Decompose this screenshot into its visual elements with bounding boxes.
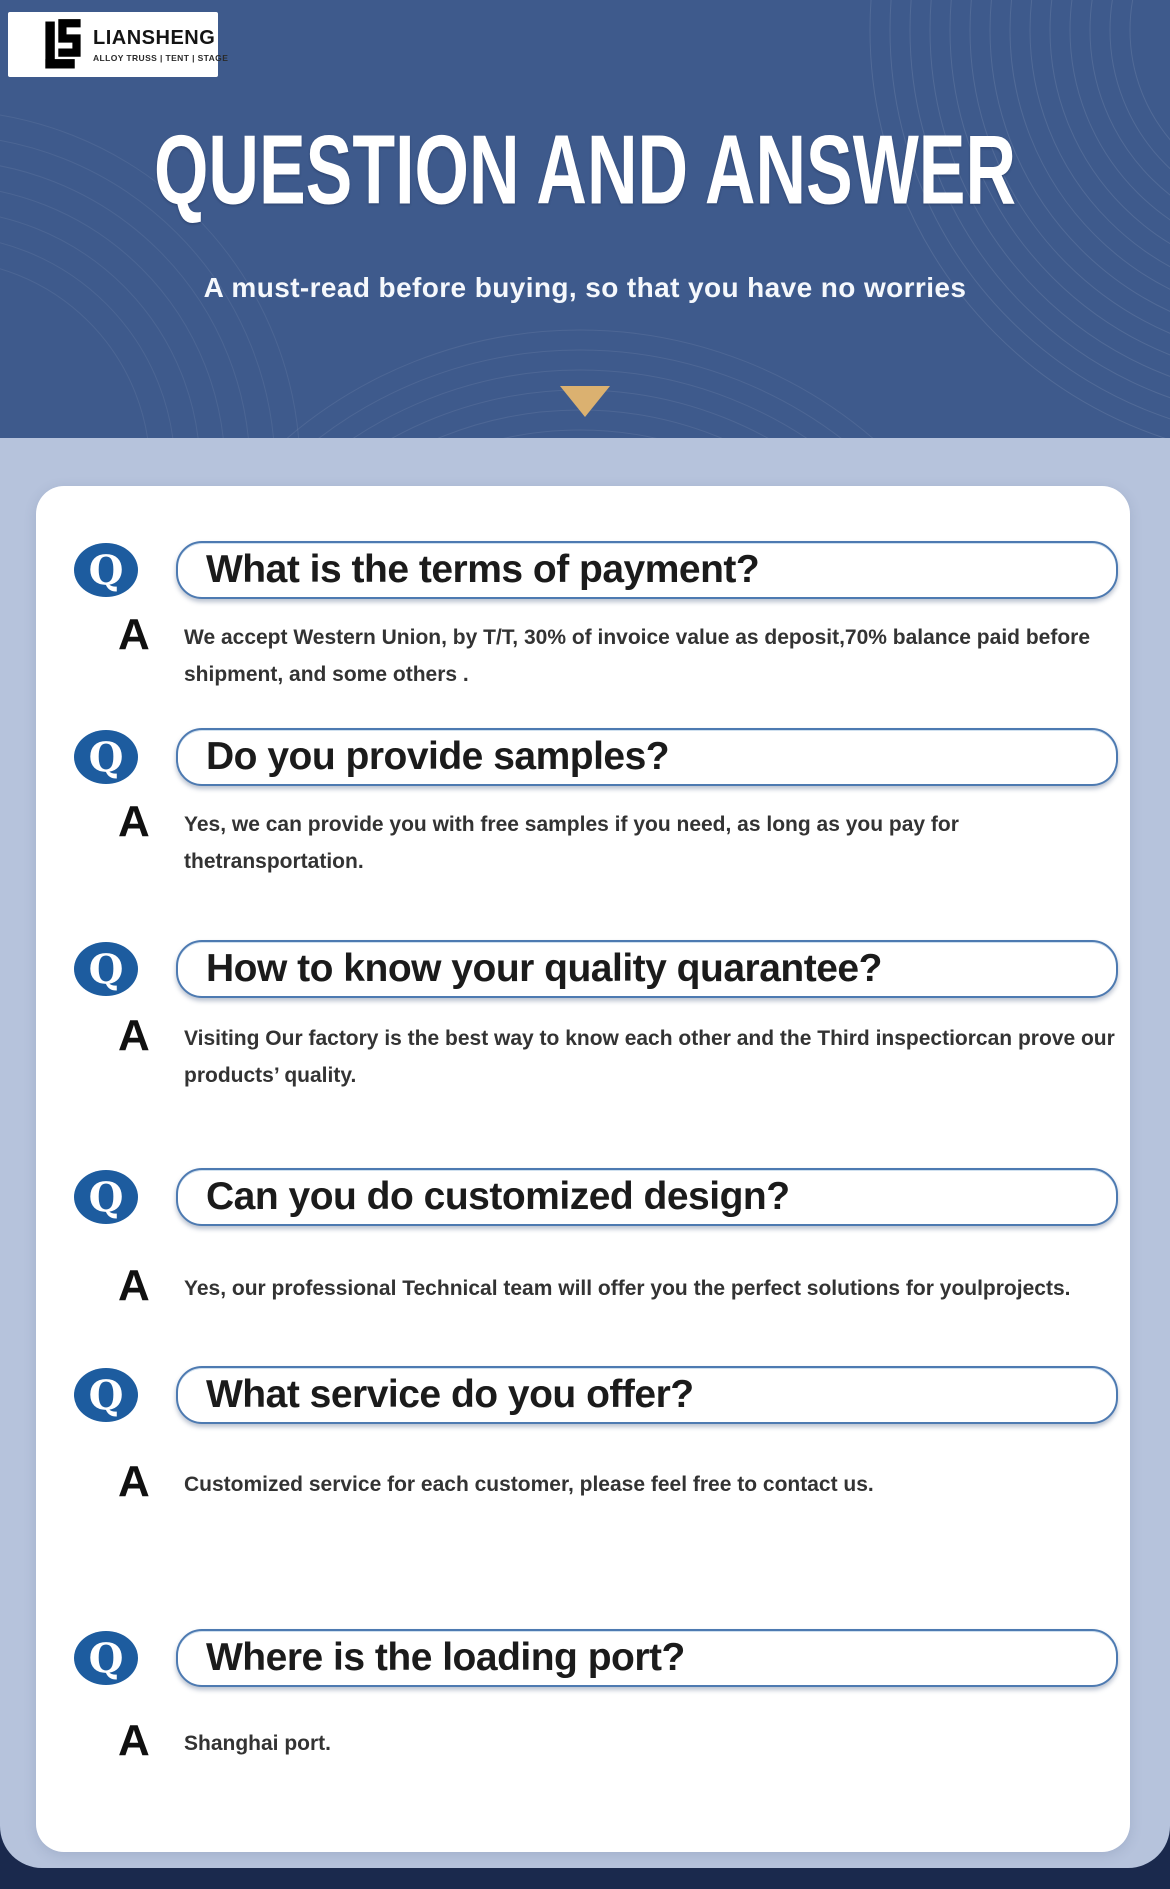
qa-item-service [74,1366,1130,1504]
down-triangle-icon [560,386,610,417]
page-subtitle: A must-read before buying, so that you have no worries [203,272,967,303]
question-row [74,541,1130,599]
answer-text: Visiting Our factory is the best way to know each other and the Third inspectiorcan prove our products’ quality. [184,1027,1115,1087]
answer-label: A [118,1261,150,1310]
question-text: Where is the loading port? [206,1636,685,1679]
question-row [74,1168,1130,1226]
answer-label: A [118,610,150,659]
answer-text: Yes, our professional Technical team will offer you the perfect solutions for youlprojects. [184,1277,1071,1300]
banner-title-wrap [0,115,1170,225]
answer-label: A [118,1716,150,1765]
question-row [74,1629,1130,1687]
question-badge-icon [74,1631,138,1685]
answer-text: Customized service for each customer, please feel free to contact us. [184,1473,874,1496]
answer-row [74,1716,1130,1765]
top-banner [0,0,1170,438]
question-text: Do you provide samples? [206,735,670,778]
question-text: What is the terms of payment? [206,548,760,591]
answer-text: We accept Western Union, by T/T, 30% of invoice value as deposit,70% balance paid before shipment, and some others . [184,626,1090,686]
question-badge-label: Q [88,1635,124,1682]
ls-monogram-icon [40,18,86,72]
company-name: LIANSHENG [93,26,216,49]
qa-item-custom-design [74,1168,1130,1308]
company-logo [8,12,229,77]
answer-text: Shanghai port. [184,1732,331,1755]
question-badge-icon [74,942,138,996]
footer-strip [0,1868,1170,1889]
qa-item-quality [74,940,1130,1094]
question-badge-icon [74,543,138,597]
answer-row [74,1011,1130,1094]
question-row [74,940,1130,998]
question-text: Can you do customized design? [206,1175,790,1218]
question-box [176,728,1118,786]
answer-row [74,1261,1130,1310]
answer-text: Yes, we can provide you with free samples if you need, as long as you pay for thetransportation. [184,813,959,873]
question-box [176,1366,1118,1424]
qa-item-samples [74,728,1130,880]
question-badge-label: Q [88,547,124,594]
answer-label: A [118,797,150,846]
page-title: QUESTION AND ANSWER [153,115,1017,225]
question-badge-label: Q [88,734,124,781]
qa-item-loading-port [74,1629,1130,1763]
question-badge-icon [74,1170,138,1224]
qa-section [0,438,1170,1868]
logo-tagline: ALLOY TRUSS | TENT | STAGE [93,52,229,63]
question-badge-icon [74,1368,138,1422]
question-box [176,940,1118,998]
answer-row [74,610,1130,693]
question-badge-label: Q [88,1372,124,1419]
question-box [176,541,1118,599]
qa-card [36,486,1130,1852]
question-box [176,1629,1118,1687]
answer-row [74,797,1130,880]
question-badge-label: Q [88,946,124,993]
qa-item-payment [74,541,1130,693]
question-row [74,1366,1130,1424]
question-badge-icon [74,730,138,784]
question-box [176,1168,1118,1226]
question-text: What service do you offer? [206,1373,694,1416]
answer-label: A [118,1011,150,1060]
question-badge-label: Q [88,1174,124,1221]
answer-label: A [118,1457,150,1506]
question-text: How to know your quality quarantee? [206,947,882,990]
answer-row [74,1457,1130,1506]
logo-text-block [93,26,228,64]
question-row [74,728,1130,786]
